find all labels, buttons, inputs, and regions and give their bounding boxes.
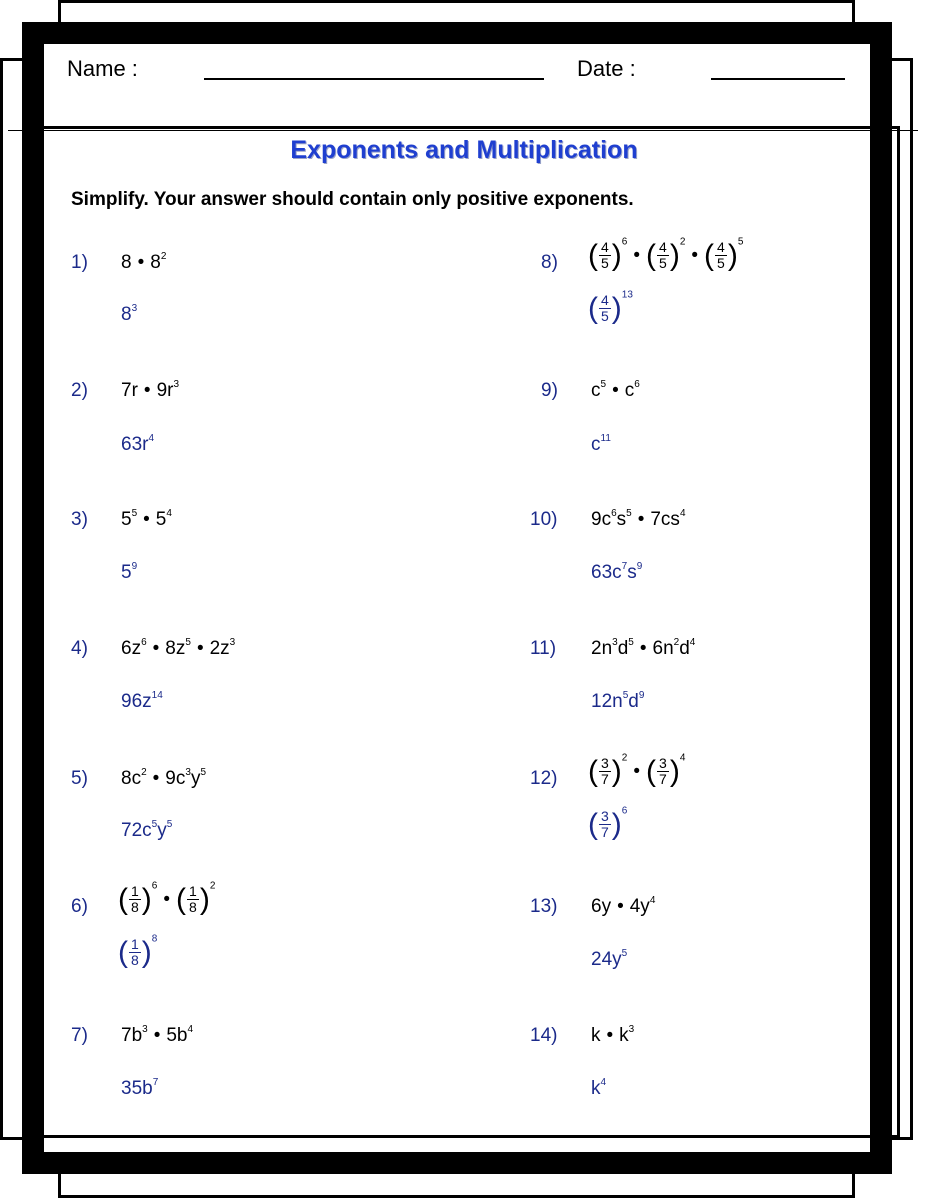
problem-number: 12) [530,768,558,789]
problem-expression: ( $\frac{1}{8}$ )$^6$• ( $\frac{1}{8}$ )$^2$ [118,880,216,916]
worksheet-title: Exponents and Multiplication [290,136,638,164]
problem-number: 7) [71,1025,88,1046]
problem-expression: $6z^6$ • $8z^5$ • $2z^3$ [121,637,236,659]
problem-number: 14) [530,1025,558,1046]
problem-number: 9) [541,380,558,401]
problem-answer: $5^9$ [121,561,138,583]
problem-answer: $63c^7s^9$ [591,561,643,583]
problem-answer: $72c^5y^5$ [121,819,173,841]
problem-answer: $24y^5$ [591,948,628,970]
problem-answer: $8^3$ [121,303,138,325]
problem-number: 1) [71,252,88,273]
problem-answer: $96z^{14}$ [121,690,163,712]
problem-expression: $5^5$ • $5^4$ [121,508,172,530]
problem-answer: $c^{11}$ [591,433,611,455]
problem-expression: k • $k^3$ [591,1024,635,1046]
date-field[interactable] [711,78,845,80]
problem-answer: $k^4$ [591,1077,607,1099]
problem-number: 6) [71,896,88,917]
problem-expression: $7b^3$ • $5b^4$ [121,1024,194,1046]
instructions: Simplify. Your answer should contain only positive exponents. [71,189,634,210]
problem-answer: $35b^7$ [121,1077,159,1099]
problem-expression: $8c^2$ • $9c^3y^5$ [121,767,206,789]
problem-number: 4) [71,638,88,659]
problem-answer: ( $\frac{1}{8}$ )$^8$ [118,933,158,969]
problem-expression: $2n^3d^5$ • $6n^2d^4$ [591,637,696,659]
problem-expression: 7r • $9r^3$ [121,379,180,401]
problem-number: 2) [71,380,88,401]
problem-answer: ( $\frac{4}{5}$ )$^{13}$ [588,289,633,325]
page-border-inner [44,126,900,1138]
header-divider [8,130,918,131]
problem-answer: $12n^5d^9$ [591,690,645,712]
problem-expression: ( $\frac{3}{7}$ )$^2$• ( $\frac{3}{7}$ )$^4$ [588,752,686,788]
problem-expression: $9c^6s^5$ • $7cs^4$ [591,508,686,530]
date-label: Date : [577,56,636,81]
problem-number: 8) [541,252,558,273]
problem-answer: $63r^4$ [121,433,155,455]
problem-number: 10) [530,509,558,530]
problem-expression: ( $\frac{4}{5}$ )$^6$• ( $\frac{4}{5}$ )$^2$• ( $\frac{4}{5}$ )$^5$ [588,236,744,272]
problem-expression: $c^5$ • $c^6$ [591,379,640,401]
problem-expression: 6y • $4y^4$ [591,895,656,917]
problem-expression: 8 • $8^2$ [121,251,167,273]
problem-number: 11) [530,638,557,659]
name-field[interactable] [204,78,544,80]
problem-answer: ( $\frac{3}{7}$ )$^6$ [588,805,628,841]
name-label: Name : [67,56,138,81]
problem-number: 13) [530,896,558,917]
problem-number: 5) [71,768,88,789]
problem-number: 3) [71,509,88,530]
